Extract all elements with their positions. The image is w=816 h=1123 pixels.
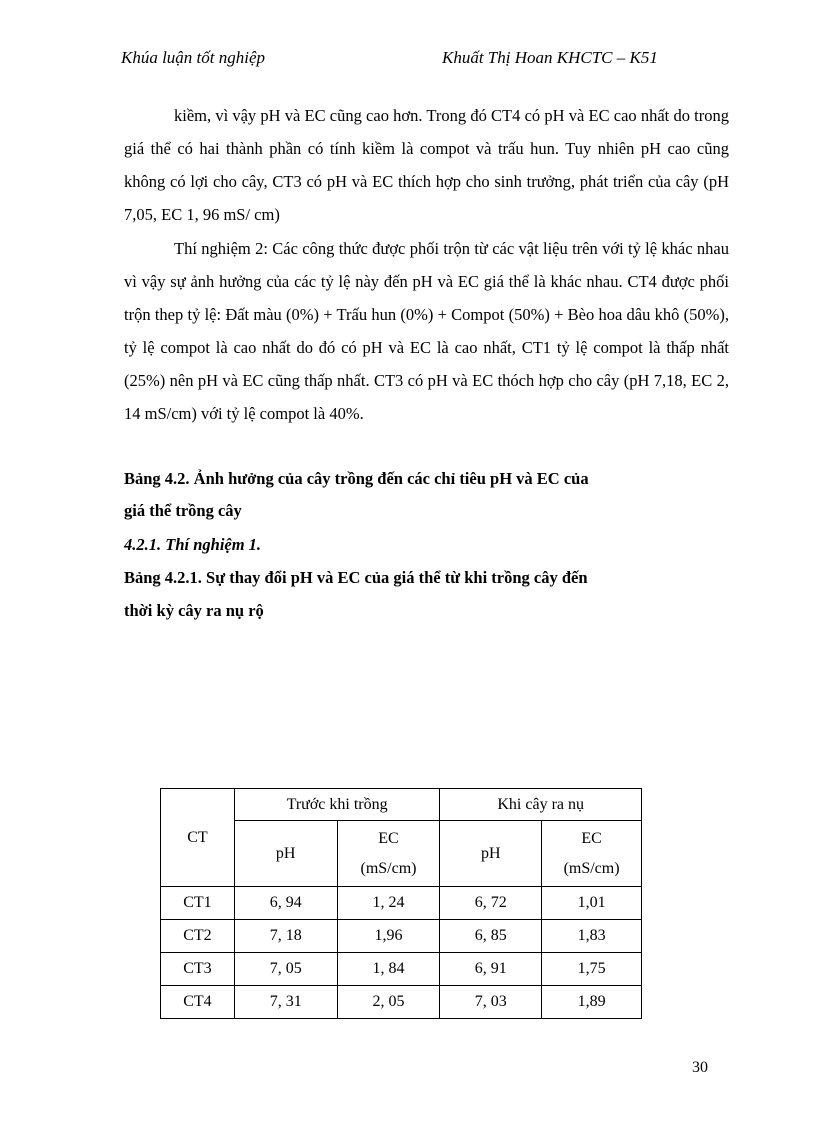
- cell-ec-bud: 1,83: [542, 920, 642, 953]
- table-row: [161, 887, 642, 920]
- cell-ph-before: 6, 94: [234, 887, 337, 920]
- header-budding: Khi cây ra nụ: [440, 789, 642, 821]
- cell-ph-bud: 7, 03: [440, 986, 542, 1019]
- table-header-row: [161, 789, 642, 821]
- subheader-ph-bud: pH: [440, 821, 542, 887]
- cell-ec-before: 1, 24: [337, 887, 440, 920]
- cell-ec-bud: 1,75: [542, 953, 642, 986]
- section-4-2-1-heading: 4.2.1. Thí nghiệm 1.: [124, 535, 262, 554]
- table-row: [161, 920, 642, 953]
- ec-label: EC: [378, 829, 399, 847]
- table-4-2-1-title-line1: Bảng 4.2.1. Sự thay đổi pH và EC của giá thể từ khi trồng cây đến: [124, 568, 588, 587]
- subheader-ph-before: pH: [234, 821, 337, 887]
- ph-ec-table: [160, 788, 642, 1019]
- subheader-ec-bud: [542, 821, 642, 887]
- cell-ph-before: 7, 31: [234, 986, 337, 1019]
- page-number: 30: [692, 1059, 708, 1076]
- table-4-2-title-line1: Bảng 4.2. Ảnh hưởng của cây trồng đến các chỉ tiêu pH và EC của: [124, 469, 589, 488]
- cell-ec-bud: 1,89: [542, 986, 642, 1019]
- cell-ct: CT4: [161, 986, 235, 1019]
- cell-ec-bud: 1,01: [542, 887, 642, 920]
- header-right: Khuất Thị Hoan KHCTC – K51: [442, 48, 658, 67]
- cell-ec-before: 1, 84: [337, 953, 440, 986]
- cell-ph-bud: 6, 85: [440, 920, 542, 953]
- subheader-ec-before: [337, 821, 440, 887]
- cell-ec-before: 1,96: [337, 920, 440, 953]
- header-ct: CT: [161, 789, 235, 887]
- ec-unit: (mS/cm): [360, 859, 417, 877]
- table-row: [161, 953, 642, 986]
- cell-ph-before: 7, 18: [234, 920, 337, 953]
- cell-ct: CT1: [161, 887, 235, 920]
- ec-unit: (mS/cm): [563, 859, 620, 877]
- cell-ph-bud: 6, 72: [440, 887, 542, 920]
- cell-ph-bud: 6, 91: [440, 953, 542, 986]
- paragraph-1: kiềm, vì vậy pH và EC cũng cao hơn. Trong đó CT4 có pH và EC cao nhất do trong giá thể có hai thành phần có tính kiềm là compot và trấu hun. Tuy nhiên pH cao cũng không có lợi cho cây, CT3 có pH và EC thích hợp cho sinh trưởng, phát triển của cây (pH 7,05, EC 1, 96 mS/ cm): [124, 106, 729, 224]
- ec-label: EC: [581, 829, 602, 847]
- table-4-2-title-line2: giá thể trồng cây: [124, 501, 242, 520]
- table-4-2-1-title-line2: thời kỳ cây ra nụ rộ: [124, 601, 264, 620]
- header-before-planting: Trước khi trồng: [234, 789, 440, 821]
- table-row: [161, 986, 642, 1019]
- cell-ct: CT2: [161, 920, 235, 953]
- header-left: Khúa luận tốt nghiệp: [121, 48, 266, 67]
- cell-ph-before: 7, 05: [234, 953, 337, 986]
- cell-ct: CT3: [161, 953, 235, 986]
- paragraph-2: Thí nghiệm 2: Các công thức được phối trộn từ các vật liệu trên với tỷ lệ khác nhau vì vậy sự ảnh hưởng của các tỷ lệ này đến pH và EC giá thể là khác nhau. CT4 được phối trộn thep tỷ lệ: Đất màu (0%) + Trấu hun (0%) + Compot (50%) + Bèo hoa dâu khô (50%), tỷ lệ compot là cao nhất do đó có pH và EC là cao nhất, CT1 tỷ lệ compot là thấp nhất (25%) nên pH và EC cũng thấp nhất. CT3 có pH và EC thóch hợp cho cây (pH 7,18, EC 2, 14 mS/cm) với tỷ lệ compot là 40%.: [124, 239, 729, 423]
- cell-ec-before: 2, 05: [337, 986, 440, 1019]
